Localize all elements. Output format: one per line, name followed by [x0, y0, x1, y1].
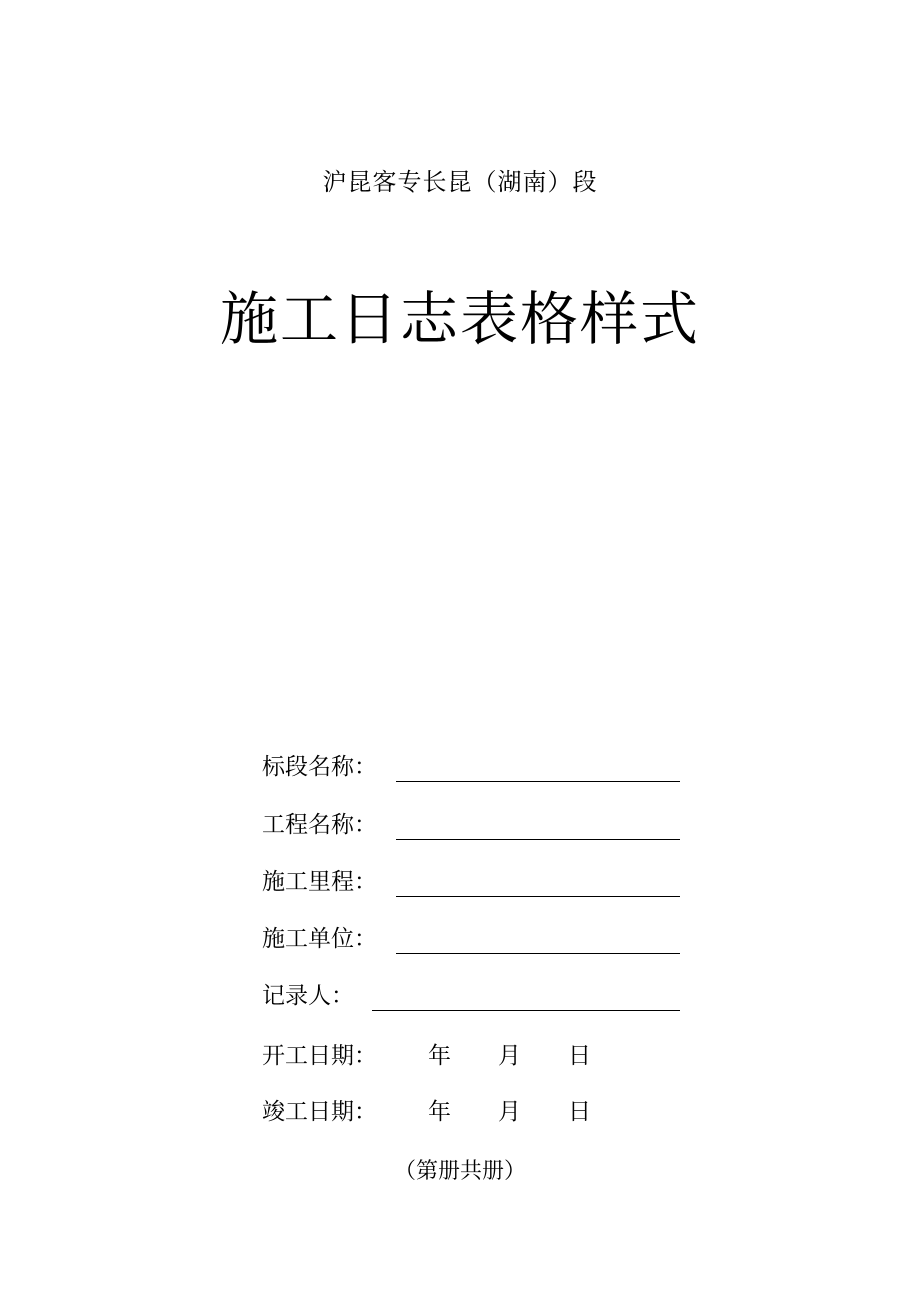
blank-line: [396, 839, 680, 840]
field-mileage: [262, 863, 682, 897]
field-label: 施工单位：: [262, 926, 377, 952]
blank-line: [372, 1010, 680, 1011]
start-date-day: 日: [568, 1043, 591, 1069]
start-date-row: [262, 1039, 682, 1073]
blank-line: [396, 896, 680, 897]
start-date-label: 开工日期：: [262, 1043, 377, 1069]
end-date-month: 月: [498, 1099, 521, 1125]
end-date-year: 年: [428, 1099, 451, 1125]
end-date-row: [262, 1095, 682, 1129]
volume-note: （第册共册）: [393, 1159, 526, 1184]
page-title: 施工日志表格样式: [219, 285, 700, 353]
start-date-month: 月: [498, 1043, 521, 1069]
field-project-name: [262, 806, 682, 840]
field-section-name: [262, 748, 682, 782]
blank-line: [396, 953, 680, 954]
project-line: 沪昆客专长昆（湖南）段: [322, 168, 598, 196]
field-recorder: [262, 977, 682, 1011]
field-label: 施工里程：: [262, 869, 377, 895]
start-date-year: 年: [428, 1043, 451, 1069]
field-label: 记录人：: [262, 983, 354, 1009]
end-date-day: 日: [568, 1099, 591, 1125]
field-label: 标段名称：: [262, 754, 377, 780]
field-label: 工程名称：: [262, 812, 377, 838]
end-date-label: 竣工日期：: [262, 1099, 377, 1125]
field-construction-unit: [262, 920, 682, 954]
blank-line: [396, 781, 680, 782]
